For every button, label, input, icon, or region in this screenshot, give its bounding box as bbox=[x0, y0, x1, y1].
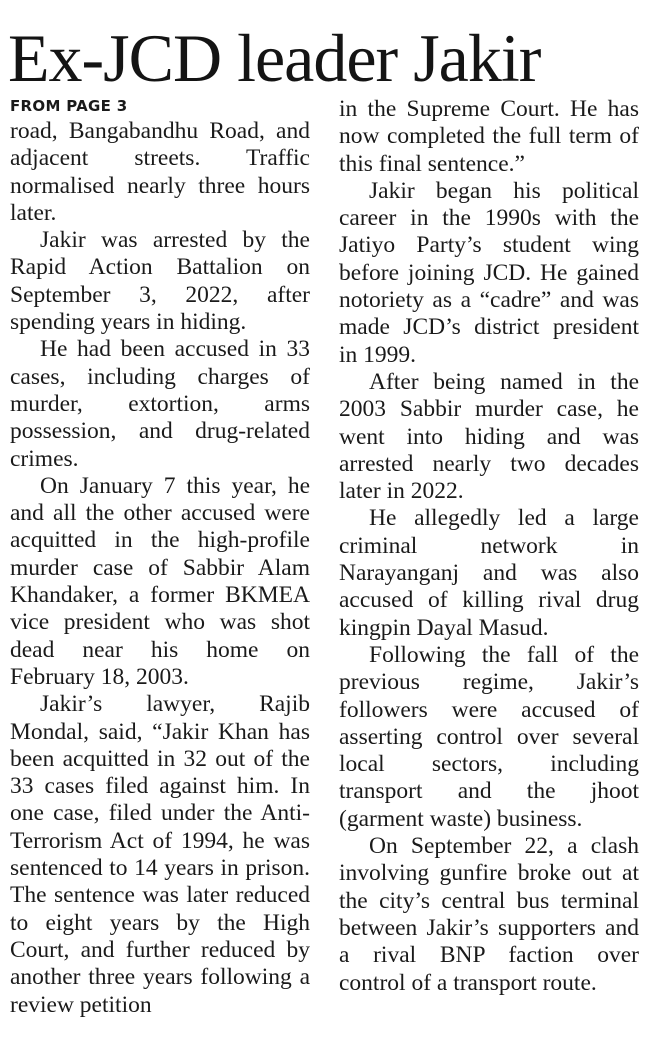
article-paragraph: He had been accused in 33 cases, including charges of murder, extortion, arms possession, and drug-related crimes. bbox=[10, 336, 310, 472]
article-paragraph: On January 7 this year, he and all the other accused were acquitted in the high-profile murder case of Sabbir Alam Khandaker, a former BKMEA vice president who was shot dead near his home on February 18, 2003. bbox=[10, 472, 310, 690]
article-paragraph: Following the fall of the previous regime, Jakir’s followers were accused of asserting control over several local sectors, including transport and the jhoot (garment waste) business. bbox=[339, 641, 639, 832]
article-paragraph: On September 22, a clash involving gunfire broke out at the city’s central bus terminal between Jakir’s supporters and a rival BNP faction over control of a transport route. bbox=[339, 833, 639, 996]
article-paragraph: Jakir began his political career in the 1990s with the Jatiyo Party’s student wing before joining JCD. He gained notoriety as a “cadre” and was made JCD’s district president in 1999. bbox=[339, 177, 639, 368]
article-paragraph: road, Bangabandhu Road, and adjacent streets. Traffic normalised nearly three hours later. bbox=[10, 118, 310, 226]
headline: Ex-JCD leader Jakir bbox=[8, 20, 541, 96]
article-paragraph: After being named in the 2003 Sabbir murder case, he went into hiding and was arrested nearly two decades later in 2022. bbox=[339, 368, 639, 505]
article-paragraph: Jakir’s lawyer, Rajib Mondal, said, “Jakir Khan has been acquitted in 32 out of the 33 cases filed against him. In one case, filed under the Anti-Terrorism Act of 1994, he was sentenced to 14 years in prison. The sentence was later reduced to eight years by the High Court, and further reduced by another three years following a review petition bbox=[10, 691, 310, 1018]
article-paragraph: Jakir was arrested by the Rapid Action Battalion on September 3, 2022, after spending years in hiding. bbox=[10, 227, 310, 336]
article-column-left bbox=[10, 94, 310, 1019]
continued-from-label: FROM PAGE 3 bbox=[10, 97, 128, 115]
article-paragraph: He allegedly led a large criminal network in Narayanganj and was also accused of killing rival drug kingpin Dayal Masud. bbox=[339, 505, 639, 641]
article-paragraph: in the Supreme Court. He has now completed the full term of this final sentence.” bbox=[339, 96, 639, 177]
article-column-right bbox=[339, 96, 639, 997]
